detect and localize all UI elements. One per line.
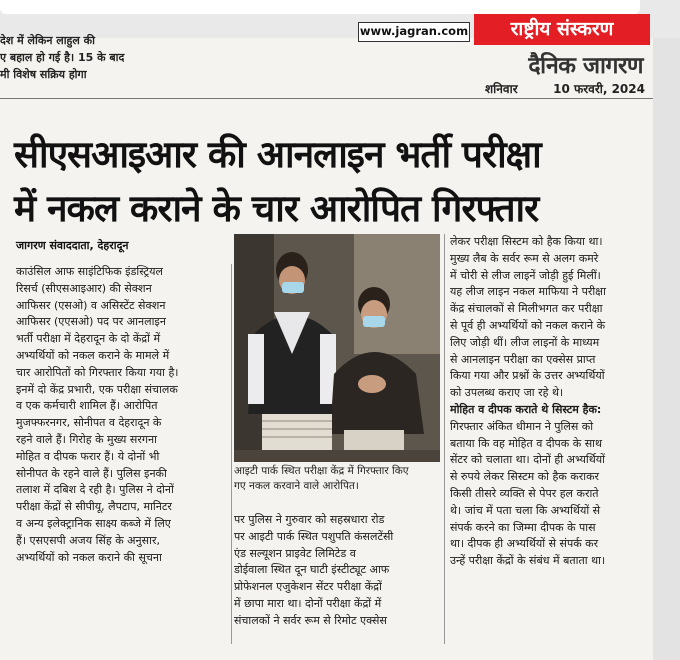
text-line: पर पुलिस ने गुरुवार को सहस्रधारा रोड [234, 513, 385, 526]
text-line: मोहित व दीपक फरार हैं। ये दोनों भी [16, 449, 160, 463]
text-line: एंड सल्यूशन प्राइवेट लिमिटेड व [234, 546, 356, 560]
text-line: पर आइटी पार्क स्थित पशुपति कंसलटेंसी [234, 529, 394, 543]
text-line: इनमें दो केंद्र प्रभारी, एक परीक्षा संचालक [16, 382, 178, 396]
text-line: से पूर्व ही अभ्यर्थियों को नकल कराने के [450, 318, 606, 332]
photo-illustration [234, 234, 440, 462]
headline-line: सीएसआइआर की आनलाइन भर्ती परीक्षा [14, 133, 541, 176]
text-line: किसी तीसरे व्यक्ति से पेपर हल कराते [450, 486, 599, 500]
text-line: अभ्यर्थियों को नकल कराने की सूचना [16, 550, 162, 564]
dateline [485, 80, 645, 97]
text-line: से रुपये लेकर सिस्टम को हैक कराकर [450, 470, 600, 484]
previous-card [0, 0, 640, 14]
text-line: अभ्यर्थियों को नकल कराने के मामले में [16, 348, 170, 362]
text-line: थे। जांच में पता चला कि अभ्यर्थियों से [450, 503, 601, 517]
text-line: चार आरोपितों को गिरफ्तार किया गया है। [16, 365, 179, 379]
headline-line: में नकल कराने के चार आरोपित गिरफ्तार [14, 187, 539, 230]
text-line: सेंटर को चलाता था। दोनों ही अभ्यर्थियों [450, 453, 606, 467]
text-line: गिरफ्तार अंकित धीमान ने पुलिस को [450, 419, 594, 433]
text-line: काउंसिल आफ साइंटिफिक इंडस्ट्रियल [16, 265, 163, 278]
text-line: उन्हें परीक्षा केंद्रों के संबंध में बताता था। [450, 554, 606, 568]
text-line: भर्ती परीक्षा में देहरादून के दो केंद्रों में [16, 332, 161, 346]
text-line: को उपलब्ध कराए जा रहे थे। [450, 386, 564, 400]
news-photo [234, 234, 440, 462]
text-line: केंद्र संचालकों से मिलीभगत कर परीक्षा [450, 302, 603, 316]
page-edge [653, 38, 680, 660]
text-line: हैं। एसएसपी अजय सिंह के अनुसार, [16, 533, 160, 547]
text-line: तलाश में दबिश दे रही है। पुलिस ने दोनों [16, 483, 174, 497]
byline: जागरण संवाददाता, देहरादून [16, 239, 129, 252]
text-line: आफिसर (एएसओ) पद पर आनलाइन [16, 315, 166, 329]
article-column-2 [234, 512, 440, 630]
teaser-line: देश में लेकिन लाहुल की [0, 34, 95, 47]
text-line: किया गया और प्रश्नों के उत्तर अभ्यर्थियों [450, 369, 605, 383]
caption-line: आइटी पार्क स्थित परीक्षा केंद्र में गिरफ्तार किए [234, 465, 409, 477]
headline [14, 128, 644, 236]
text-line: व एक कर्मचारी शामिल हैं। आरोपित [16, 399, 158, 413]
teaser-line: मी विशेष सक्रिय होगा [0, 68, 87, 81]
text-line: लेकर परीक्षा सिस्टम को हैक किया था। [450, 235, 603, 248]
text-line: यह लीज लाइन नकल माफिया ने परीक्षा [450, 285, 606, 299]
newspaper-logo: दैनिक जागरण [528, 53, 643, 79]
text-line: प्रोफेशनल एजुकेशन सेंटर परीक्षा केंद्रों [234, 580, 382, 594]
text-line: परीक्षा केंद्रों से सीपीयू, लैपटाप, मानिटर [16, 500, 172, 514]
text-line: मुजफ्फरनगर, सोनीपत व देहरादून के [16, 416, 162, 430]
caption-line: गए नकल करवाने वाले आरोपित। [234, 480, 359, 492]
article-column-1 [16, 264, 230, 566]
text-line: से आनलाइन परीक्षा का एक्सेस प्राप्त [450, 352, 596, 366]
text-line: डोईवाला स्थित दून घाटी इंस्टीट्यूट आफ [234, 563, 390, 577]
text-line: लिए जोड़ी थीं। लीज लाइनों के माध्यम [450, 335, 600, 349]
text-line: में चोरी से लीज लाइनें जोड़ी हुई मिलीं। [450, 268, 601, 282]
website-url: www.jagran.com [358, 22, 470, 42]
column-divider [444, 234, 445, 644]
edition-banner: राष्ट्रीय संस्करण [474, 14, 650, 45]
masthead-teaser [0, 32, 150, 83]
text-line: था। दीपक ही अभ्यर्थियों से संपर्क कर [450, 537, 599, 551]
text-line: आफिसर (एसओ) व असिस्टेंट सेक्शन [16, 298, 166, 312]
publication-date: 10 फरवरी, 2024 [553, 82, 645, 96]
text-line: मुख्य लैब के सर्वर रूम से अलग कमरे [450, 251, 599, 265]
subheading: मोहित व दीपक कराते थे सिस्टम हैक: [450, 402, 602, 416]
weekday: शनिवार [485, 82, 518, 96]
text-line: व अन्य इलेक्ट्रानिक साक्ष्य कब्जे में लिए [16, 516, 171, 530]
text-line: संपर्क करने का जिम्मा दीपक के पास [450, 520, 596, 534]
text-line: बताया कि वह मोहित व दीपक के साथ [450, 436, 603, 450]
text-line: रिसर्च (सीएसआइआर) की सेक्शन [16, 281, 152, 295]
text-line: में छापा मारा था। दोनों परीक्षा केंद्रों में [234, 596, 382, 610]
masthead-divider [0, 98, 653, 99]
teaser-line: ए बहाल हो गई है। 15 के बाद [0, 51, 125, 64]
text-line: संचालकों ने सर्वर रूम से रिमोट एक्सेस [234, 613, 387, 627]
column-divider [231, 264, 232, 644]
text-line: सोनीपत के रहने वाले हैं। पुलिस इनकी [16, 466, 167, 480]
photo-caption [234, 464, 440, 494]
text-line: रहने वाले हैं। गिरोह के मुख्य सरगना [16, 432, 158, 446]
article-column-3 [450, 234, 648, 570]
